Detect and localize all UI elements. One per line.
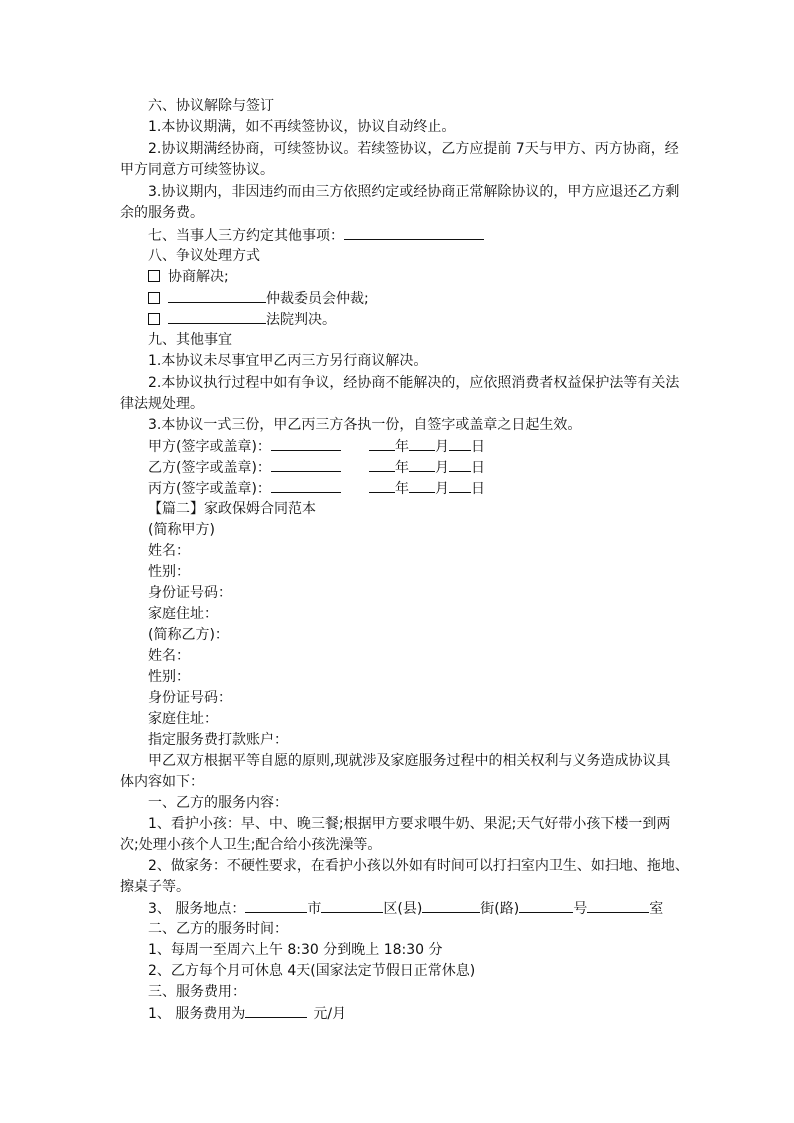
contract-intro: 甲乙双方根据平等自愿的原则,现就涉及家庭服务过程中的相关权利与义务造成协议具 <box>148 753 671 769</box>
signature-party-a <box>148 436 485 457</box>
service-hours: 1、每周一至周六上午 8:30 分到晚上 18:30 分 <box>148 942 443 958</box>
month-label: 月 <box>434 481 449 497</box>
party-a-gender: 性别： <box>148 564 190 580</box>
s6-clause-3-cont: 余的服务费。 <box>120 205 204 221</box>
arbitration-blank[interactable] <box>168 288 266 303</box>
section-7-label: 七、当事人三方约定其他事项： <box>148 228 344 244</box>
district-blank[interactable] <box>321 898 383 913</box>
service-housework: 2、做家务：不硬性要求，在看护小孩以外如有时间可以打扫室内卫生、如扫地、拖地、 <box>148 858 689 874</box>
signature-label: 丙方(签字或盖章)： <box>148 481 271 497</box>
checkbox-icon[interactable] <box>148 270 160 282</box>
dispute-option-court[interactable] <box>148 309 336 330</box>
s9-clause-1: 1.本协议未尽事宜甲乙丙三方另行商议解决。 <box>148 353 428 369</box>
service-fee-amount <box>148 1003 346 1024</box>
service-location <box>148 898 663 919</box>
party-b-gender: 性别： <box>148 669 190 685</box>
month-label: 月 <box>434 439 449 455</box>
party-a-id: 身份证号码： <box>148 585 232 601</box>
number-blank[interactable] <box>519 898 573 913</box>
checkbox-icon[interactable] <box>148 292 160 304</box>
service-days-off: 2、乙方每个月可休息 4天(国家法定节假日正常休息) <box>148 963 476 979</box>
dispute-option-negotiate[interactable] <box>148 267 229 287</box>
signature-blank[interactable] <box>271 478 341 493</box>
district-label: 区(县) <box>383 901 423 917</box>
section-8-title: 八、争议处理方式 <box>148 248 260 264</box>
service-fee-title: 三、服务费用： <box>148 984 246 1000</box>
s9-clause-2-cont: 律法规处理。 <box>120 396 204 412</box>
year-blank[interactable] <box>369 436 395 451</box>
year-blank[interactable] <box>369 478 395 493</box>
part-2-heading: 【篇二】家政保姆合同范本 <box>148 501 316 517</box>
room-label: 室 <box>649 901 664 917</box>
service-time-title: 二、乙方的服务时间： <box>148 921 288 937</box>
party-a-address: 家庭住址： <box>148 606 218 622</box>
fee-blank[interactable] <box>245 1003 307 1018</box>
service-housework-cont: 擦桌子等。 <box>120 879 190 895</box>
month-blank[interactable] <box>409 457 435 472</box>
signature-blank[interactable] <box>271 436 341 451</box>
day-label: 日 <box>470 439 485 455</box>
signature-blank[interactable] <box>271 457 341 472</box>
day-blank[interactable] <box>449 457 471 472</box>
month-blank[interactable] <box>409 436 435 451</box>
room-blank[interactable] <box>587 898 649 913</box>
year-blank[interactable] <box>369 457 395 472</box>
s6-clause-3: 3.协议期内，非因违约而由三方依照约定或经协商正常解除协议的，甲方应退还乙方剩 <box>148 184 680 200</box>
street-blank[interactable] <box>422 898 480 913</box>
fee-unit: 元/月 <box>313 1006 347 1022</box>
day-label: 日 <box>470 481 485 497</box>
year-label: 年 <box>394 481 409 497</box>
fee-label: 1、 服务费用为 <box>148 1006 246 1022</box>
service-childcare-cont: 次;处理小孩个人卫生;配合给小孩洗澡等。 <box>120 837 382 853</box>
day-blank[interactable] <box>449 478 471 493</box>
s6-clause-1: 1.本协议期满，如不再续签协议，协议自动终止。 <box>148 119 456 135</box>
s9-clause-2: 2.本协议执行过程中如有争议，经协商不能解决的，应依照消费者权益保护法等有关法 <box>148 375 680 391</box>
court-blank[interactable] <box>168 309 266 324</box>
option-label: 仲裁委员会仲裁; <box>266 291 369 307</box>
service-content-title: 一、乙方的服务内容： <box>148 795 288 811</box>
number-label: 号 <box>573 901 588 917</box>
other-matters-blank[interactable] <box>344 225 484 240</box>
checkbox-icon[interactable] <box>148 313 160 325</box>
section-7-title <box>148 225 484 246</box>
party-b-label: (简称乙方)： <box>148 627 229 643</box>
party-b-address: 家庭住址： <box>148 711 218 727</box>
street-label: 街(路) <box>480 901 520 917</box>
day-blank[interactable] <box>449 436 471 451</box>
s9-clause-3: 3.本协议一式三份，甲乙丙三方各执一份，自签字或盖章之日起生效。 <box>148 417 582 433</box>
option-label: 法院判决。 <box>266 312 336 328</box>
location-label: 3、 服务地点： <box>148 901 246 917</box>
party-a-name: 姓名： <box>148 543 190 559</box>
month-label: 月 <box>434 460 449 476</box>
year-label: 年 <box>394 460 409 476</box>
option-label: 协商解决; <box>168 269 229 285</box>
dispute-option-arbitration[interactable] <box>148 288 369 309</box>
city-label: 市 <box>307 901 322 917</box>
day-label: 日 <box>470 460 485 476</box>
signature-label: 乙方(签字或盖章)： <box>148 460 271 476</box>
year-label: 年 <box>394 439 409 455</box>
payment-account: 指定服务费打款账户： <box>148 732 288 748</box>
city-blank[interactable] <box>245 898 307 913</box>
s6-clause-2-cont: 甲方同意方可续签协议。 <box>120 162 274 178</box>
party-b-name: 姓名： <box>148 648 190 664</box>
s6-clause-2: 2.协议期满经协商，可续签协议。若续签协议，乙方应提前 7天与甲方、丙方协商，经 <box>148 141 679 157</box>
contract-intro-cont: 体内容如下： <box>120 774 204 790</box>
signature-label: 甲方(签字或盖章)： <box>148 439 271 455</box>
signature-party-c <box>148 478 485 499</box>
party-b-id: 身份证号码： <box>148 690 232 706</box>
party-a-label: (简称甲方) <box>148 522 215 538</box>
signature-party-b <box>148 457 485 478</box>
section-9-title: 九、其他事宜 <box>148 332 232 348</box>
month-blank[interactable] <box>409 478 435 493</box>
section-6-title: 六、协议解除与签订 <box>148 98 274 114</box>
service-childcare: 1、看护小孩：早、中、晚三餐;根据甲方要求喂牛奶、果泥;天气好带小孩下楼一到两 <box>148 816 671 832</box>
